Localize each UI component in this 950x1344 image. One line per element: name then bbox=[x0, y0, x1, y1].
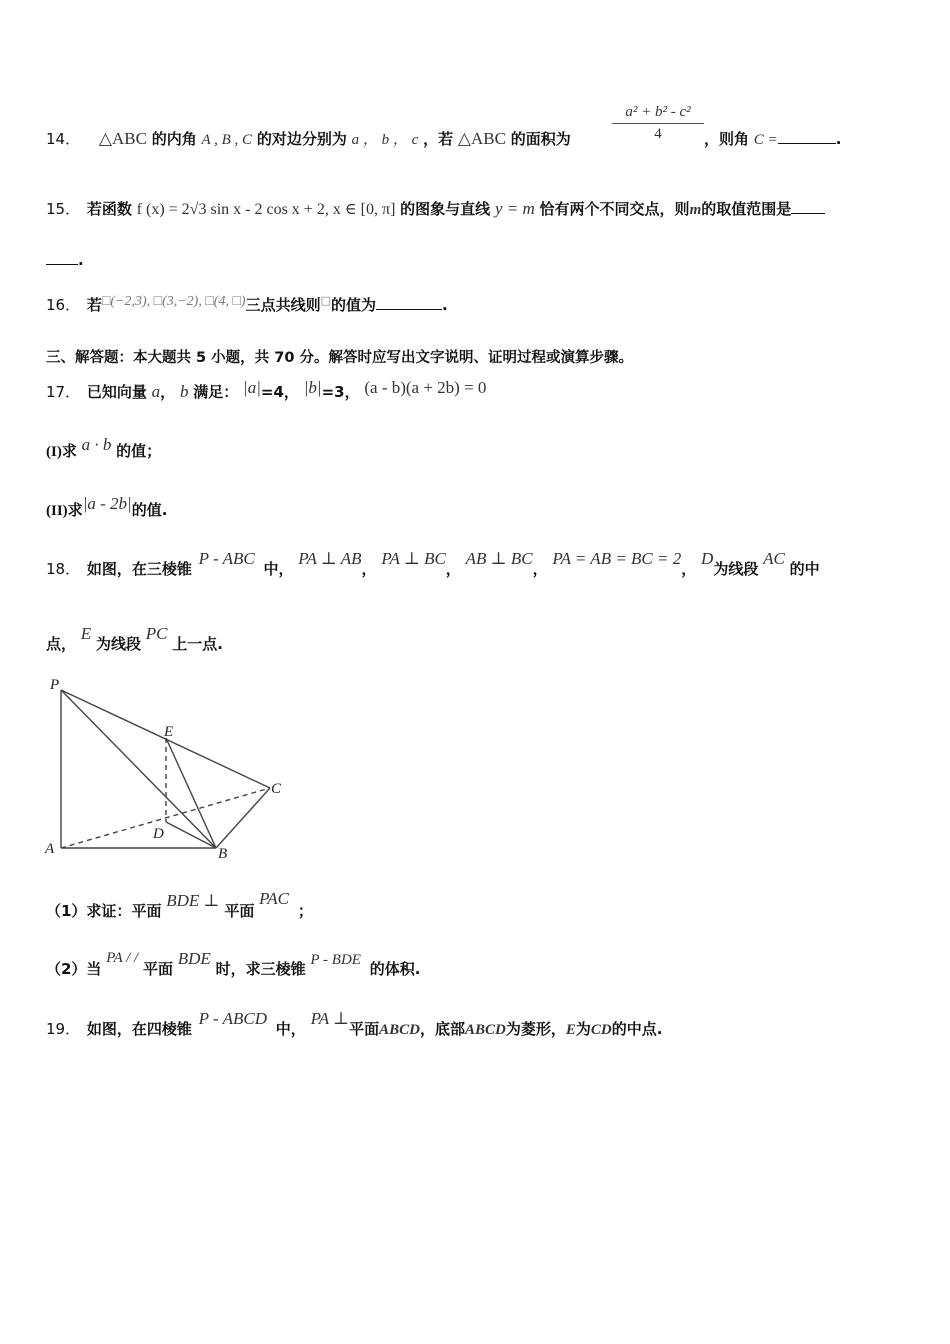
label-d: D bbox=[153, 826, 164, 842]
q18-text: ， bbox=[361, 560, 377, 578]
q18-text: （2）当 bbox=[46, 960, 102, 978]
q18-cond-1: PA ⊥ AB bbox=[298, 549, 362, 568]
q17-part-1 bbox=[46, 435, 162, 461]
q19-text: ，底部 bbox=[419, 1020, 465, 1038]
q18-text: （1）求证：平面 bbox=[46, 902, 162, 920]
q15-m: m bbox=[689, 202, 702, 218]
q18-text: ； bbox=[297, 902, 313, 920]
q14-text: 的对边分别为 bbox=[256, 130, 347, 148]
q14-triangle: △ABC bbox=[98, 129, 147, 148]
q19-text: 为 bbox=[575, 1020, 591, 1038]
q19-pyramid: P - ABCD bbox=[198, 1009, 267, 1028]
q18-number: 18． bbox=[46, 560, 81, 578]
q18-text: ， bbox=[445, 560, 461, 578]
q19-e: E bbox=[565, 1022, 576, 1038]
q19-text: 的中点. bbox=[611, 1020, 663, 1038]
q18-text: 平面 bbox=[142, 960, 173, 978]
q18-subquestion-1 bbox=[46, 889, 313, 921]
q18-line2 bbox=[46, 624, 223, 654]
q17-text: 的值. bbox=[131, 501, 168, 519]
q17-condition: (a - b)(a + 2b) = 0 bbox=[364, 378, 487, 397]
q14-fraction-numerator: a² + b² - c² bbox=[612, 104, 704, 124]
question-16 bbox=[46, 294, 448, 315]
q19-text: 平面 bbox=[349, 1020, 380, 1038]
question-15 bbox=[46, 198, 825, 219]
q17-text: 已知向量 bbox=[86, 383, 147, 401]
question-14 bbox=[46, 128, 571, 149]
q18-plane-pac: PAC bbox=[259, 889, 290, 908]
q15-text: 的取值范围是 bbox=[701, 200, 792, 218]
q17-text: =3， bbox=[321, 383, 360, 401]
label-c: C bbox=[271, 781, 282, 797]
section-3-heading: 三、解答题：本大题共 5 小题，共 70 分。解答时应写出文字说明、证明过程或演算步骤。 bbox=[46, 350, 633, 366]
q18-segment-ac: AC bbox=[763, 549, 785, 568]
q14-triangle: △ABC bbox=[457, 129, 506, 148]
q18-text: ， bbox=[532, 560, 548, 578]
q19-pa-perp: PA ⊥ bbox=[310, 1009, 350, 1028]
q16-points: □(−2,3), □(3,−2), □(4, □) bbox=[101, 294, 246, 309]
q17-vector-a: a bbox=[151, 382, 161, 401]
q18-text: 上一点. bbox=[172, 635, 223, 653]
q18-pyramid: P - ABC bbox=[198, 549, 255, 568]
q14-fraction bbox=[612, 104, 704, 143]
q18-pyramid-pbde: P - BDE bbox=[310, 952, 361, 968]
q17-part-2 bbox=[46, 494, 168, 520]
q14-c: C = bbox=[753, 132, 778, 148]
q18-text: 时，求三棱锥 bbox=[215, 960, 306, 978]
segment-db bbox=[166, 822, 216, 848]
q18-text: 如图，在三棱锥 bbox=[86, 560, 192, 578]
q16-text: . bbox=[442, 296, 448, 314]
q17-abs-b: |b| bbox=[303, 378, 322, 397]
q14-text: ，则角 bbox=[704, 130, 750, 148]
q18-text: ， bbox=[681, 560, 697, 578]
q14-sides: a ， b ， c bbox=[351, 132, 419, 148]
q18-plane-bde: BDE ⊥ bbox=[166, 891, 220, 910]
q18-text: 中， bbox=[263, 560, 294, 578]
q19-abcd: ABCD bbox=[464, 1022, 506, 1038]
q16-text: 若 bbox=[86, 296, 102, 314]
q15-text: 的图象与直线 bbox=[400, 200, 491, 218]
q18-segment-pc: PC bbox=[145, 624, 168, 643]
q16-box: □ bbox=[320, 294, 332, 307]
q16-number: 16． bbox=[46, 296, 81, 314]
q14-text: 的内角 bbox=[151, 130, 197, 148]
q14-text: 的面积为 bbox=[510, 130, 571, 148]
q17-abs-a: |a| bbox=[243, 378, 261, 397]
q18-pa-parallel: PA / / bbox=[106, 950, 139, 966]
edge-pb bbox=[61, 690, 216, 848]
q18-text: 平面 bbox=[224, 902, 255, 920]
q18-plane-bde: BDE bbox=[177, 949, 211, 968]
q17-text: ， bbox=[160, 383, 176, 401]
q18-pyramid-figure bbox=[40, 672, 300, 864]
edge-bc bbox=[216, 788, 270, 848]
q19-text: 如图，在四棱锥 bbox=[86, 1020, 192, 1038]
q17-text: =4， bbox=[260, 383, 299, 401]
q15-answer-blank[interactable] bbox=[791, 199, 825, 214]
question-17 bbox=[46, 378, 487, 402]
q19-number: 19． bbox=[46, 1020, 81, 1038]
q17-part-label: (II) bbox=[46, 503, 68, 519]
q17-vector-b: b bbox=[179, 382, 189, 401]
q17-text: 求 bbox=[61, 442, 77, 460]
segment-eb bbox=[166, 738, 216, 848]
q19-text: 为菱形， bbox=[505, 1020, 566, 1038]
q16-text: 的值为 bbox=[331, 296, 377, 314]
q15-text: 恰有两个不同交点，则 bbox=[539, 200, 690, 218]
q18-text: 的中 bbox=[789, 560, 820, 578]
q18-point-e: E bbox=[80, 624, 92, 643]
q17-dot-product: a · b bbox=[81, 435, 112, 454]
q14-angles: A , B , C bbox=[201, 132, 253, 148]
q15-formula: f (x) = 2√3 sin x - 2 cos x + 2, x ∈ [0, π] bbox=[136, 201, 396, 218]
q16-answer-blank[interactable] bbox=[376, 295, 442, 310]
label-e: E bbox=[164, 724, 174, 740]
q18-cond-3: AB ⊥ BC bbox=[465, 549, 533, 568]
q15-line2 bbox=[46, 250, 84, 269]
q18-subquestion-2 bbox=[46, 949, 421, 979]
q16-text: 三点共线则 bbox=[245, 296, 321, 314]
question-19 bbox=[46, 1009, 663, 1039]
q18-point-d: D bbox=[701, 549, 714, 568]
q14-answer-blank[interactable] bbox=[778, 129, 836, 144]
q15-number: 15． bbox=[46, 200, 81, 218]
q18-text: 的体积. bbox=[369, 960, 421, 978]
q17-text: 满足： bbox=[193, 383, 239, 401]
label-p: P bbox=[50, 677, 60, 693]
q18-text: 为线段 bbox=[95, 635, 141, 653]
q19-abcd: ABCD bbox=[379, 1022, 420, 1038]
q14-text: . bbox=[835, 130, 842, 148]
q18-text: 点， bbox=[46, 635, 77, 653]
q15-answer-blank-cont[interactable] bbox=[46, 250, 78, 265]
label-a: A bbox=[45, 841, 55, 857]
q14-fraction-denominator: 4 bbox=[654, 126, 662, 142]
label-b: B bbox=[218, 846, 228, 862]
q15-formula2: y = m bbox=[494, 199, 535, 218]
q15-text: 若函数 bbox=[86, 200, 132, 218]
q19-cd: CD bbox=[590, 1022, 612, 1038]
q18-cond-4: PA = AB = BC = 2 bbox=[552, 549, 682, 568]
q19-text: 中， bbox=[275, 1020, 306, 1038]
q15-text: . bbox=[78, 251, 84, 269]
q14-text: ，若 bbox=[423, 130, 454, 148]
q17-text: 求 bbox=[67, 501, 83, 519]
q17-part-label: (I) bbox=[46, 444, 62, 460]
question-18 bbox=[46, 549, 820, 579]
q17-number: 17． bbox=[46, 383, 81, 401]
q17-norm: |a - 2b| bbox=[82, 494, 132, 513]
q18-cond-2: PA ⊥ BC bbox=[381, 549, 446, 568]
q18-text: 为线段 bbox=[713, 560, 759, 578]
q17-text: 的值； bbox=[116, 442, 162, 460]
q14-number: 14． bbox=[46, 130, 81, 148]
q14-tail bbox=[704, 128, 841, 149]
